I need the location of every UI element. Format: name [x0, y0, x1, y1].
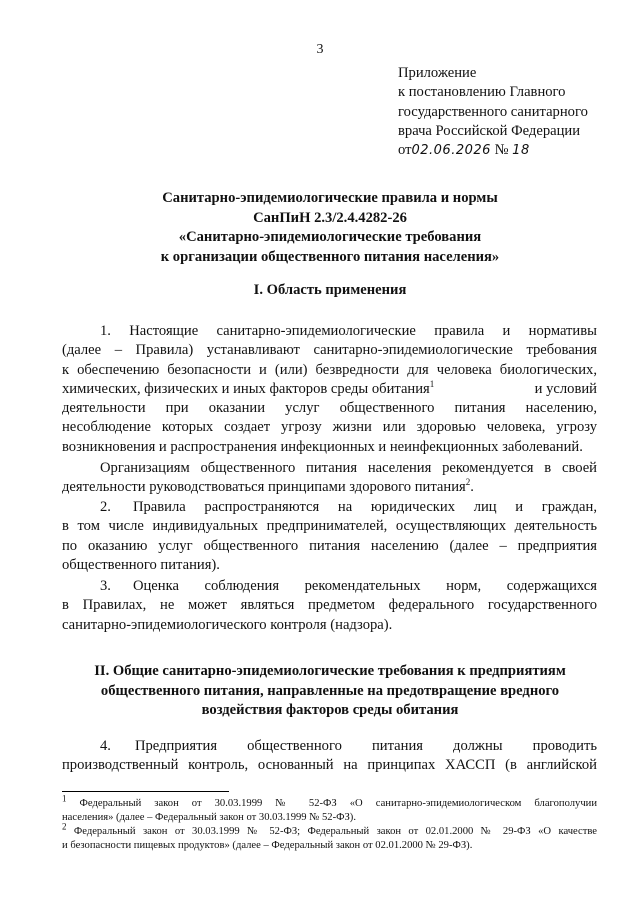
section-2-heading-line-1: II. Общие санитарно-эпидемиологические требования к предприятиям [94, 663, 566, 679]
p1b-line-1: Организациям общественного питания населения рекомендуется в своей [100, 460, 597, 476]
section-2-heading-line-2: общественного питания, направленные на предотвращение вредного [100, 682, 560, 699]
title-line-3: «Санитарно-эпидемиологические требования [178, 229, 482, 245]
page-number: 3 [316, 42, 324, 57]
document-title [60, 189, 600, 267]
p1-line-3: к обеспечению безопасности и (или) безвредности для человека биологических, [62, 361, 597, 378]
p1-line-2: (далее – Правила) устанавливают санитарно-эпидемиологические требования [62, 342, 597, 359]
footnote-1 [62, 793, 597, 824]
appendix-number-label: № [494, 142, 509, 159]
p2-line-3: по оказанию услуг общественного питания населению (далее – предприятия [62, 537, 597, 554]
paragraph-2 [62, 498, 597, 575]
handwritten-date: 02.06.2026 [411, 143, 491, 159]
footnote-2 [62, 821, 597, 852]
p2-line-2: в том числе индивидуальных предпринимателей, осуществляющих деятельность [62, 518, 597, 535]
p2-line-4: общественного питания). [62, 556, 220, 573]
footnote-divider [62, 791, 229, 792]
footnote-1-line-1: Федеральный закон от 30.03.1999 № 52-ФЗ «О санитарно-эпидемиологическом благополучии [79, 798, 597, 809]
footnote-2-mark: 2 [62, 821, 67, 832]
p2-line-1: 2. Правила распространяются на юридических лиц и граждан, [62, 498, 597, 517]
p3-line-2: в Правилах, не может являться предметом федерального государственного [62, 597, 597, 614]
title-line-1: Санитарно-эпидемиологические правила и нормы [162, 190, 498, 206]
appendix-line-3: государственного санитарного [398, 103, 588, 120]
p4-line-1-text: Предприятия общественного питания должны проводить [134, 738, 597, 754]
p1-line-7: возникновения и распространения инфекционных и неинфекционных заболеваний. [62, 438, 583, 455]
p4-line-2: производственный контроль, основанный на принципах ХАССП (в английской [62, 757, 597, 774]
paragraph-1b [62, 459, 597, 498]
appendix-line-2: к постановлению Главного [398, 84, 566, 101]
title-line-2: СанПиН 2.3/2.4.4282-26 [253, 209, 407, 226]
section-1-heading: I. Область применения [253, 282, 407, 298]
p3-line-1-text: Оценка соблюдения рекомендательных норм, содержащихся [132, 578, 597, 594]
p4-line-1: 4. Предприятия общественного питания должны проводить [62, 737, 597, 756]
appendix-date-prefix: от [398, 142, 412, 159]
footnote-1-mark: 1 [62, 793, 67, 804]
handwritten-number: 18 [512, 143, 530, 159]
footnote-1-line-2: населения» (далее – Федеральный закон от 30.03.1999 № 52-ФЗ). [62, 811, 356, 823]
appendix-line-4: врача Российской Федерации [398, 122, 581, 139]
p1b-line-2: деятельности руководствоваться принципами здорового питания$^2$. [62, 477, 474, 496]
footnote-ref-2[interactable]: 2 [465, 477, 471, 488]
p3-line-3: санитарно-эпидемиологического контроля (надзора). [62, 616, 393, 633]
p1-line-4: химических, физических и иных факторов среды обитания$^1$ и условий [62, 379, 597, 397]
section-2-heading [60, 662, 600, 721]
p1-line-5: деятельности при оказании услуг общественного питания населению, [62, 400, 597, 417]
section-2-heading-line-3: воздействия факторов среды обитания [201, 702, 459, 718]
footnote-ref-1[interactable]: 1 [429, 379, 435, 390]
appendix-date-line [398, 141, 588, 160]
p3-line-1: 3. Оценка соблюдения рекомендательных норм, содержащихся [62, 577, 597, 596]
paragraph-1 [62, 322, 597, 457]
footnote-2-line-2: и безопасности пищевых продуктов» (далее – Федеральный закон от 02.01.2000 № 29-ФЗ). [62, 839, 473, 851]
p1-line-1: 1. Настоящие санитарно-эпидемиологические правила и нормативы [100, 323, 597, 339]
appendix-line-1: Приложение [398, 65, 477, 81]
title-line-4: к организации общественного питания населения» [160, 248, 500, 265]
appendix-block [398, 64, 588, 160]
paragraph-4 [62, 737, 597, 776]
p1-line-6: несоблюдение которых создает угрозу жизни или здоровью человека, угрозу [62, 419, 597, 436]
footnote-2-line-1: Федеральный закон от 30.03.1999 № 52-ФЗ; Федеральный закон от 02.01.2000 № 29-ФЗ «О качестве [73, 826, 597, 837]
paragraph-3 [62, 577, 597, 635]
p2-line-1-text: Правила распространяются на юридических лиц и граждан, [132, 499, 597, 515]
